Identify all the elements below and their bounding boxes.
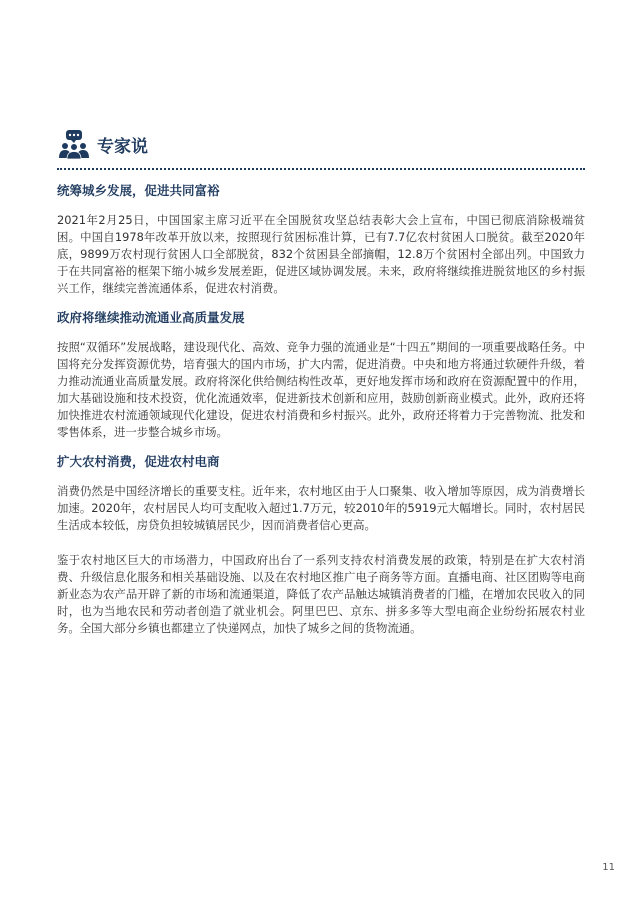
page-title: 专家说 bbox=[97, 136, 148, 157]
article-body bbox=[57, 182, 585, 637]
expert-group-icon bbox=[57, 129, 91, 159]
dotted-divider bbox=[57, 168, 585, 170]
page-number: 11 bbox=[602, 862, 615, 873]
section-title-circulation: 政府将继续推动流通业高质量发展 bbox=[57, 310, 245, 325]
paragraph: 按照“双循环”发展战略，建设现代化、高效、竞争力强的流通业是“十四五”期间的一项重要战略任务。中国将充分发挥资源优势，培育强大的国内市场，扩大内需，促进消费。中央和地方将通过软硬件升级，着力推动流通业高质量发展。政府将深化供给侧结构性改革，更好地发挥市场和政府在资源配置中的作用，加大基础设施和技术投资，优化流通效率，促进新技术创新和应用，鼓励创新商业模式。此外，政府还将加快推进农村流通领域现代化建设，促进农村消费和乡村振兴。此外，政府还将着力于完善物流、批发和零售体系，进一步整合城乡市场。 bbox=[57, 340, 585, 439]
paragraph: 2021年2月25日，中国国家主席习近平在全国脱贫攻坚总结表彰大会上宣布，中国已彻底消除极端贫困。中国自1978年改革开放以来，按照现行贫困标准计算，已有7.7亿农村贫困人口脱贫。截至2020年底，9899万农村现行贫困人口全部脱贫，832个贫困县全部摘帽，12.8万个贫困村全部出列。中国致力于在共同富裕的框架下缩小城乡发展差距，促进区域协调发展。未来，政府将继续推进脱贫地区的乡村振兴工作，继续完善流通体系，促进农村消费。 bbox=[57, 213, 585, 295]
section-title-rural-consumption: 扩大农村消费，促进农村电商 bbox=[57, 454, 220, 469]
section-title-urban-rural: 统筹城乡发展，促进共同富裕 bbox=[57, 183, 220, 198]
paragraph: 鉴于农村地区巨大的市场潜力，中国政府出台了一系列支持农村消费发展的政策，特别是在扩大农村消费、升级信息化服务和相关基础设施、以及在农村地区推广电子商务等方面。直播电商、社区团购等电商新业态为农产品开辟了新的市场和流通渠道，降低了农产品触达城镇消费者的门槛，在增加农民收入的同时，也为当地农民和劳动者创造了就业机会。阿里巴巴、京东、拼多多等大型电商企业纷纷拓展农村业务。全国大部分乡镇也都建立了快递网点，加快了城乡之间的货物流通。 bbox=[57, 553, 585, 635]
section-header bbox=[57, 128, 148, 160]
paragraph: 消费仍然是中国经济增长的重要支柱。近年来，农村地区由于人口聚集、收入增加等原因，成为消费增长加速。2020年，农村居民人均可支配收入超过1.7万元，较2010年的5919元大幅增长。同时，农村居民生活成本较低，房贷负担较城镇居民少，因而消费者信心更高。 bbox=[57, 484, 585, 532]
